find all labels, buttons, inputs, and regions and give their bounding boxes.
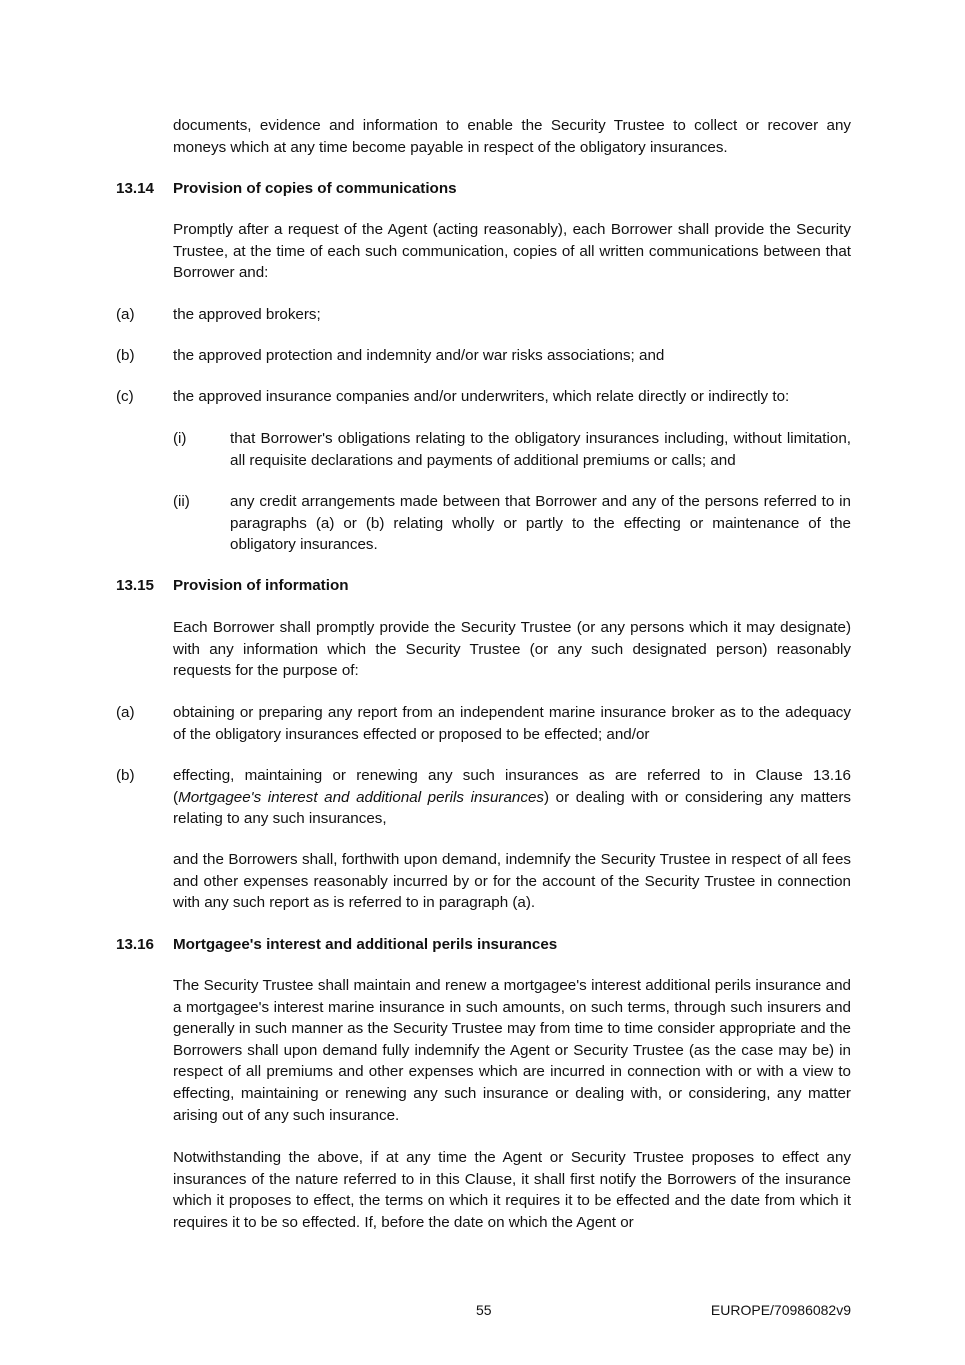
- list-item-text: the approved protection and indemnity and/or war risks associations; and: [173, 347, 665, 364]
- sub-item-text: that Borrower's obligations relating to the obligatory insurances including, without limitation, all requisite declarations and payments of additional premiums or calls; and: [230, 430, 851, 469]
- list-item-label: (b): [116, 767, 135, 784]
- section-13-15-closing: and the Borrowers shall, forthwith upon demand, indemnify the Security Trustee in respect of all fees and other expenses reasonably incurred by or for the account of the Security Trustee in connection with any such report as is referred to in paragraph (a).: [173, 851, 851, 912]
- section-13-14-heading: [116, 178, 457, 200]
- intro-paragraph: documents, evidence and information to enable the Security Trustee to collect or recover any moneys which at any time become payable in respect of the obligatory insurances.: [173, 117, 851, 156]
- list-item-text: the approved brokers;: [173, 306, 321, 323]
- list-item-label: (c): [116, 388, 134, 405]
- section-13-16-body-2: Notwithstanding the above, if at any time the Agent or Security Trustee proposes to effect any insurances of the nature referred to in this Clause, it shall first notify the Borrowers of the insurance which it proposes to effect, the terms on which it requires it to be effected and the date from which it requires it to be so effected. If, before the date on which the Agent or: [173, 1149, 851, 1231]
- list-item-text: obtaining or preparing any report from an independent marine insurance broker as to the adequacy of the obligatory insurances effected or proposed to be effected; and/or: [173, 704, 851, 743]
- sub-item-label: (i): [173, 430, 187, 447]
- list-item-text: the approved insurance companies and/or underwriters, which relate directly or indirectly to:: [173, 388, 790, 405]
- section-number: 13.15: [116, 577, 155, 594]
- section-number: 13.14: [116, 180, 155, 197]
- section-13-15-heading: [116, 575, 349, 597]
- section-title: Mortgagee's interest and additional perils insurances: [173, 936, 558, 953]
- item-text-part: effecting, maintaining or renewing any such insurances as are referred to in Clause 13.16 (: [173, 767, 851, 806]
- section-13-15-body: Each Borrower shall promptly provide the Security Trustee (or any persons which it may designate) with any information which the Security Trustee (or any such designated person) reasonably requests for the purpose of:: [173, 619, 851, 680]
- document-reference: EUROPE/70986082v9: [710, 1302, 851, 1318]
- list-item-label: (a): [116, 704, 135, 721]
- section-13-16-heading: [116, 934, 557, 956]
- section-title: Provision of copies of communications: [173, 180, 457, 197]
- list-item-label: (a): [116, 306, 135, 323]
- list-item-text: [173, 765, 851, 830]
- sub-item-label: (ii): [173, 493, 190, 510]
- page-number: 55: [476, 1302, 492, 1318]
- clause-reference-italic: Mortgagee's interest and additional perils insurances: [178, 788, 545, 806]
- section-13-16-body-1: The Security Trustee shall maintain and renew a mortgagee's interest additional perils insurance and a mortgagee's interest marine insurance in such amounts, on such terms, through such insurers and generally in such manner as the Security Trustee may from time to time consider appropriate and the Borrowers shall upon demand fully indemnify the Agent or Security Trustee (as the case may be) in respect of all premiums and other expenses which are incurred in connection with or with a view to effecting, maintaining or renewing any such insurance or dealing with, or considering, any matter arising out of any such insurance.: [173, 977, 851, 1124]
- item-text-part: ) or dealing with or considering any matters relating to any such insurances,: [173, 788, 851, 828]
- section-number: 13.16: [116, 936, 155, 953]
- list-item-label: (b): [116, 347, 135, 364]
- section-title: Provision of information: [173, 577, 349, 594]
- section-13-14-body: Promptly after a request of the Agent (acting reasonably), each Borrower shall provide the Security Trustee, at the time of each such communication, copies of all written communications between that Borrower and:: [173, 221, 851, 282]
- sub-item-text: any credit arrangements made between that Borrower and any of the persons referred to in paragraphs (a) or (b) relating wholly or partly to the effecting or maintenance of the obligatory insurances.: [230, 493, 851, 554]
